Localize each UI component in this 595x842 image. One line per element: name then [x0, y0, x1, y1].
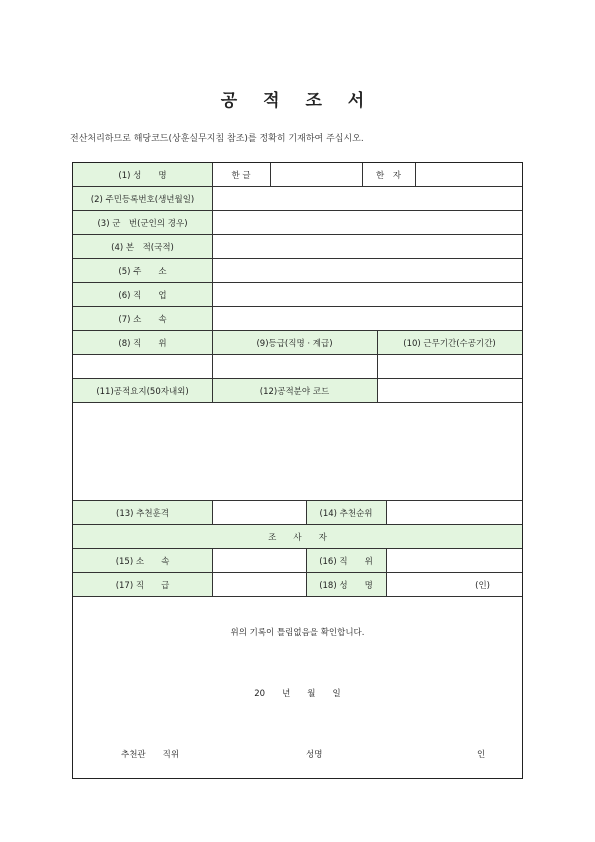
merit-record-form	[72, 162, 523, 779]
resident-number-field[interactable]	[212, 187, 522, 211]
merit-field-code-field[interactable]	[377, 379, 522, 403]
investigator-grade-label: (17) 직 급	[73, 573, 212, 597]
military-number-label: (3) 군 번(군인의 경우)	[73, 211, 212, 235]
recommendation-rank-field[interactable]	[212, 501, 306, 525]
position-field[interactable]	[73, 355, 212, 379]
domicile-field[interactable]	[212, 235, 522, 259]
name-label: (1) 성 명	[73, 163, 212, 187]
investigator-seal-mark: (인)	[475, 581, 490, 591]
position-label: (8) 직 위	[73, 331, 212, 355]
address-label: (5) 주 소	[73, 259, 212, 283]
occupation-field[interactable]	[212, 283, 522, 307]
affiliation-field[interactable]	[212, 307, 522, 331]
hanja-label: 한 자	[376, 171, 401, 181]
service-period-label: (10) 근무기간(수공기간)	[377, 331, 522, 355]
hanja-name-field[interactable]	[415, 163, 522, 187]
military-number-field[interactable]	[212, 211, 522, 235]
grade-label: (9)등급(직명 · 계급)	[212, 331, 377, 355]
occupation-label: (6) 직 업	[73, 283, 212, 307]
affiliation-label: (7) 소 속	[73, 307, 212, 331]
recommendation-order-field[interactable]	[386, 501, 522, 525]
investigator-position-field[interactable]	[386, 549, 522, 573]
confirmation-statement: 위의 기록이 틀림없음을 확인합니다.	[230, 628, 365, 638]
merit-summary-label: (11)공적요지(50자내외)	[73, 379, 212, 403]
investigator-affiliation-field[interactable]	[212, 549, 306, 573]
hangul-name-field[interactable]	[270, 163, 362, 187]
investigator-header: 조 사 자	[73, 525, 522, 549]
merit-summary-textarea[interactable]	[73, 403, 522, 501]
recommendation-rank-label: (13) 추천훈격	[73, 501, 212, 525]
service-period-field[interactable]	[377, 355, 522, 379]
recommendation-order-label: (14) 추천순위	[306, 501, 386, 525]
recommender-seal: 인	[477, 750, 486, 760]
recommender-name-label: 성명	[306, 750, 323, 760]
domicile-label: (4) 본 적(국적)	[73, 235, 212, 259]
investigator-affiliation-label: (15) 소 속	[73, 549, 212, 573]
address-field[interactable]	[212, 259, 522, 283]
document-title: 공 적 조 서	[220, 91, 375, 111]
instruction-text: 전산처리하므로 해당코드(상훈실무지침 참조)를 정확히 기재하여 주십시오.	[70, 134, 364, 144]
investigator-grade-field[interactable]	[212, 573, 306, 597]
grade-field[interactable]	[212, 355, 377, 379]
resident-number-label: (2) 주민등록번호(생년월일)	[73, 187, 212, 211]
merit-field-code-label: (12)공적분야 코드	[212, 379, 377, 403]
investigator-position-label: (16) 직 위	[306, 549, 386, 573]
recommender-position: 추천관 직위	[121, 750, 180, 760]
investigator-name-label: (18) 성 명	[306, 573, 386, 597]
hangul-label: 한 글	[231, 171, 251, 181]
date-line: 20 년 월 일	[254, 689, 341, 699]
